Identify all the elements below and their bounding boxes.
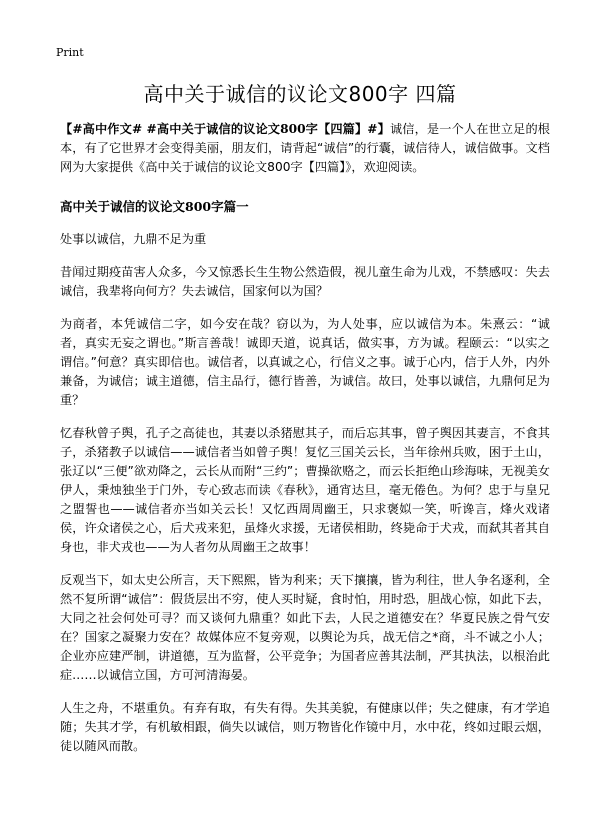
print-link[interactable]: Print (56, 46, 84, 59)
body-paragraph: 处事以诚信，九鼎不足为重 (60, 232, 207, 246)
article-body (60, 120, 550, 770)
page-title: 高中关于诚信的议论文800字 四篇 (143, 82, 457, 106)
body-paragraph: 忆春秋曾子舆，孔子之高徒也，其妻以杀猪慰其子，而后忘其事，曾子舆因其妻言，不食其子，杀猪教子以诚信——诚信者当如曾子舆！复忆三国关云长，当年徐州兵败，困于土山，张辽以“三便”欲劝降之，云长从而附“三约”；曹操欲赂之，而云长拒绝山珍海味，无视美女伊人，秉烛独坐于门外，专心致志而读《春秋》，通宵达旦，毫无倦色。为何？忠于与皇兄之盟誓也——诚信者亦当如关云长！又忆西周周幽王，只求褒姒一笑，听谗言，烽火戏诸侯，许众诸侯之心，后犬戎来犯，虽烽火求援，无诸侯相助，终毙命于犬戎，而弑其者其自身也，非犬戎也——为人者勿从周幽王之故事！ (60, 426, 550, 554)
body-paragraph: 为商者，本凭诚信二字，如今安在哉？窃以为，为人处事，应以诚信为本。朱熹云：“诚者，真实无妄之谓也。”斯言善哉！诚即天道，说真话，做实事，方为诚。程颐云：“以实之谓信。”何意？真实即信也。诚信者，以真诚之心，行信义之事。诚于心内，信于人外，内外兼备，为诚信；诚主道德，信主品行，德行皆善，为诚信。故曰，处事以诚信，九鼎何足为重？ (60, 317, 550, 407)
intro-tags: 【#高中作文# #高中关于诚信的议论文800字【四篇】#】 (60, 122, 390, 136)
intro-text: 诚信，是一个人在世立足的根本，有了它世界才会变得美丽，朋友们，请背起“诚信”的行囊，诚信待人，诚信做事。文档网为大家提供《高中关于诚信的议论文800字【四篇】》，欢迎阅读。 (60, 122, 550, 174)
body-paragraph: 反观当下，如太史公所言，天下熙熙，皆为利来；天下攘攘，皆为利往，世人争名逐利，全然不复所谓“诚信”：假货层出不穷，使人买时疑，食时怕，用时恐，胆战心惊，如此下去，大同之社会何处可寻？而又谈何九鼎重？如此下去，人民之道德安在？华夏民族之骨气安在？国家之凝聚力安在？故媒体应不复旁观，以舆论为兵，战无信之*商，斗不诚之小人；企业亦应建严制，讲道德，互为监督，公平竞争；为国者应善其法制，严其执法，以根治此症……以诚信立国，方可河清海晏。 (60, 573, 550, 682)
body-paragraph: 昔闻过期疫苗害人众多，今又惊悉长生生物公然造假，视儿童生命为儿戏，不禁感叹：失去诚信，我辈将向何方？失去诚信，国家何以为国？ (60, 265, 550, 298)
intro-paragraph (60, 120, 550, 177)
body-paragraph: 人生之舟，不堪重负。有弃有取，有失有得。失其美貌，有健康以伴；失之健康，有才学追随；失其才学，有机敏相跟，倘失以诚信，则万物皆化作镜中月，水中花，终如过眼云烟，徒以随风而散。 (60, 701, 550, 753)
section-heading: 高中关于诚信的议论文800字篇一 (60, 199, 249, 214)
